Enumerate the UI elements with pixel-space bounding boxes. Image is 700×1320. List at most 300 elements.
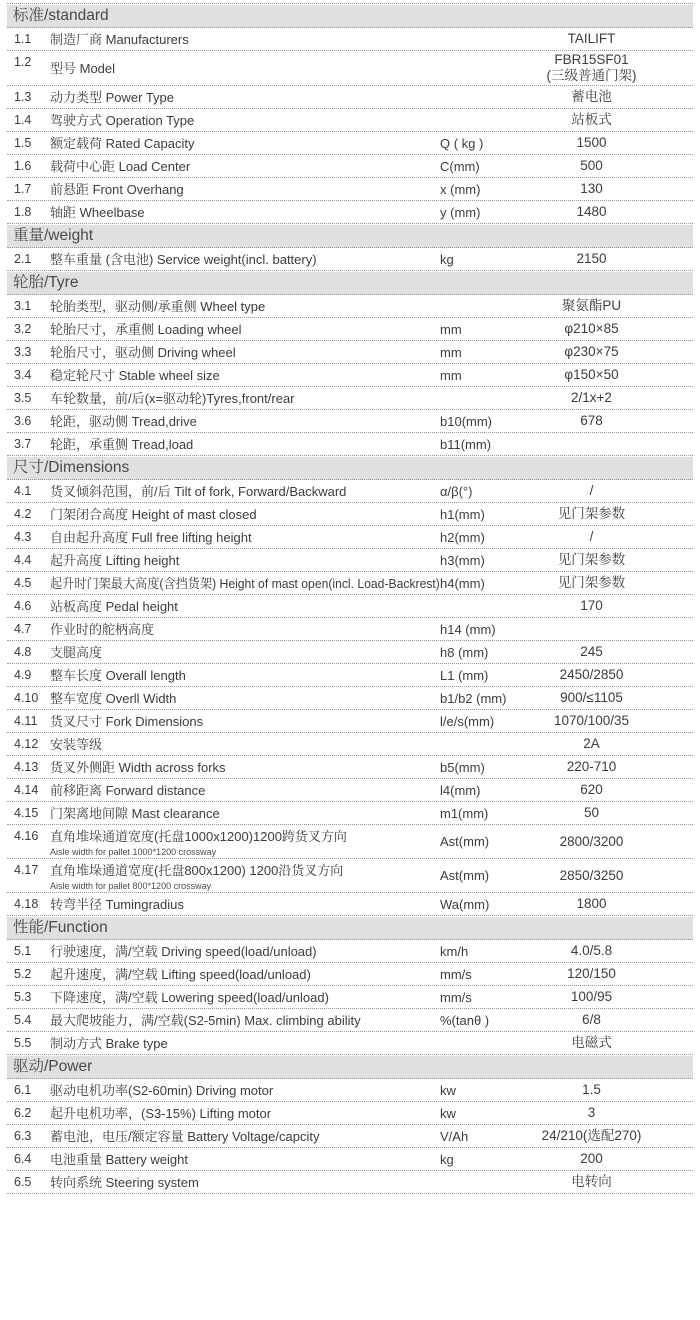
row-unit: mm/s <box>440 989 472 1005</box>
row-label-cell <box>50 1103 440 1123</box>
row-label: 直角堆垛通道宽度(托盘800x1200) 1200沿货叉方向 <box>50 863 344 878</box>
row-index: 4.16 <box>14 829 39 843</box>
row-value-line: 1070/100/35 <box>553 713 630 728</box>
row-index: 3.4 <box>14 368 32 382</box>
row-label: 制造厂商 Manufacturers <box>50 32 189 47</box>
row-unit: Wa(mm) <box>440 896 490 912</box>
row-value-line: 见门架参数 <box>557 506 626 521</box>
row-value-line: 1480 <box>576 204 607 219</box>
row-label-cell <box>50 481 440 501</box>
row-value <box>490 868 693 884</box>
row-label: 驾驶方式 Operation Type <box>50 113 195 128</box>
row-index: 4.14 <box>14 783 39 797</box>
row-value <box>490 298 693 314</box>
row-value <box>490 367 693 383</box>
row-index: 4.9 <box>14 668 32 682</box>
spec-row <box>7 986 693 1009</box>
row-value <box>490 598 693 614</box>
row-value <box>490 989 693 1005</box>
row-index: 1.4 <box>14 113 32 127</box>
row-label-cell <box>50 29 440 49</box>
row-label: 安装等级 <box>50 737 103 752</box>
row-unit: mm <box>440 344 462 360</box>
row-label: 门架闭合高度 Height of mast closed <box>50 507 257 522</box>
row-label-cell <box>50 434 440 454</box>
spec-row <box>7 526 693 549</box>
spec-row <box>7 1171 693 1194</box>
row-label: 门架离地间隙 Mast clearance <box>50 806 220 821</box>
row-unit: m1(mm) <box>440 805 489 821</box>
row-value-line: 24/210(选配270) <box>541 1128 642 1143</box>
spec-row <box>7 86 693 109</box>
row-label: 起升电机功率，(S3-15%) Lifting motor <box>50 1106 272 1121</box>
row-value-line: 1500 <box>576 135 607 150</box>
spec-row <box>7 618 693 641</box>
row-index: 1.5 <box>14 136 32 150</box>
row-label: 转弯半径 Tumingradius <box>50 897 184 912</box>
row-value-line: 2800/3200 <box>559 833 624 849</box>
spec-row <box>7 410 693 433</box>
row-index: 4.12 <box>14 737 39 751</box>
row-label: 轴距 Wheelbase <box>50 205 145 220</box>
row-unit: x (mm) <box>440 181 481 197</box>
row-label-cell <box>50 642 440 662</box>
row-index: 4.8 <box>14 645 32 659</box>
row-unit: y (mm) <box>440 204 481 220</box>
row-unit: Ast(mm) <box>440 834 490 849</box>
row-label-cell <box>50 388 440 408</box>
row-index: 3.5 <box>14 391 32 405</box>
spec-row <box>7 201 693 224</box>
row-label: 行驶速度，满/空载 Driving speed(load/unload) <box>50 944 317 959</box>
row-label: 稳定轮尺寸 Stable wheel size <box>50 368 220 383</box>
row-index: 4.10 <box>14 691 39 705</box>
spec-row <box>7 364 693 387</box>
row-label: 转向系统 Steering system <box>50 1175 199 1190</box>
row-label: 型号 Model <box>50 61 116 76</box>
row-label: 前移距离 Forward distance <box>50 783 206 798</box>
row-label-cell <box>50 133 440 153</box>
row-value-line: TAILIFT <box>567 31 616 46</box>
row-label-cell <box>50 734 440 754</box>
spec-row <box>7 132 693 155</box>
row-label-cell <box>50 987 440 1007</box>
row-unit: b11(mm) <box>440 436 492 452</box>
spec-row <box>7 859 693 893</box>
row-value-line: 100/95 <box>570 989 613 1004</box>
spec-row <box>7 1148 693 1171</box>
row-value-line: / <box>589 529 594 544</box>
row-unit: l4(mm) <box>440 782 481 798</box>
row-value-line: 电磁式 <box>571 1035 612 1050</box>
spec-row <box>7 733 693 756</box>
row-index: 1.6 <box>14 159 32 173</box>
row-label: 下降速度，满/空载 Lowering speed(load/unload) <box>50 990 329 1005</box>
row-value <box>490 966 693 982</box>
row-unit: km/h <box>440 943 469 959</box>
row-index: 5.1 <box>14 944 32 958</box>
row-index: 3.1 <box>14 299 32 313</box>
spec-row <box>7 710 693 733</box>
row-value-line: 500 <box>580 158 603 173</box>
spec-row <box>7 387 693 410</box>
row-label-cell <box>50 110 440 130</box>
row-label-cell <box>50 319 440 339</box>
row-index: 5.4 <box>14 1013 32 1027</box>
row-label: 轮距，驱动侧 Tread,drive <box>50 414 197 429</box>
row-value-line: 1800 <box>576 896 607 911</box>
spec-row <box>7 893 693 916</box>
row-unit: l/e/s(mm) <box>440 713 495 729</box>
spec-row <box>7 687 693 710</box>
row-value <box>490 112 693 128</box>
row-label: 整车重量 (含电池) Service weight(incl. battery) <box>50 252 317 267</box>
row-index: 1.8 <box>14 205 32 219</box>
row-value <box>490 736 693 752</box>
row-value-line: 620 <box>580 782 603 797</box>
row-value-line: 站板式 <box>571 112 612 127</box>
row-value <box>490 1105 693 1121</box>
row-value-line: 2A <box>583 736 600 751</box>
row-label-cell <box>50 1149 440 1169</box>
section-header: 重量/weight <box>7 225 693 248</box>
row-label: 电池重量 Battery weight <box>50 1152 188 1167</box>
row-value <box>490 713 693 729</box>
row-label: 蓄电池，电压/额定容量 Battery Voltage/capcity <box>50 1129 320 1144</box>
row-value <box>490 251 693 267</box>
row-value <box>490 896 693 912</box>
row-unit: mm <box>440 367 462 383</box>
row-value-line: 900/≤1105 <box>560 690 623 705</box>
row-index: 4.17 <box>14 863 39 877</box>
row-value-line: 170 <box>580 598 603 613</box>
row-value-line: 245 <box>580 644 603 659</box>
row-value-line: 聚氨酯PU <box>561 298 622 313</box>
row-label-cell <box>50 894 440 914</box>
row-label: 轮胎尺寸，承重侧 Loading wheel <box>50 322 242 337</box>
row-label-cell <box>50 179 440 199</box>
spec-row <box>7 756 693 779</box>
spec-row <box>7 595 693 618</box>
row-index: 1.3 <box>14 90 32 104</box>
row-label: 货叉倾斜范围，前/后 Tilt of fork, Forward/Backward <box>50 484 347 499</box>
spec-row <box>7 433 693 456</box>
row-label-cell <box>50 1010 440 1030</box>
row-label: 起升速度，满/空载 Lifting speed(load/unload) <box>50 967 311 982</box>
row-value <box>490 1174 693 1190</box>
section-header: 标准/standard <box>7 5 693 28</box>
row-index: 3.2 <box>14 322 32 336</box>
row-value <box>490 135 693 151</box>
row-label-cell <box>50 757 440 777</box>
row-value-line: 678 <box>580 413 603 428</box>
row-index: 1.1 <box>14 32 32 46</box>
row-label: 载荷中心距 Load Center <box>50 159 191 174</box>
row-label: 货叉尺寸 Fork Dimensions <box>50 714 204 729</box>
spec-row <box>7 295 693 318</box>
row-index: 4.1 <box>14 484 32 498</box>
row-index: 4.18 <box>14 897 39 911</box>
spec-row <box>7 1079 693 1102</box>
spec-row <box>7 503 693 526</box>
row-unit: kg <box>440 1151 454 1167</box>
spec-row <box>7 341 693 364</box>
row-value-line: 4.0/5.8 <box>570 943 613 958</box>
row-label-cell <box>50 504 440 524</box>
row-label: 最大爬坡能力，满/空载(S2-5min) Max. climbing ability <box>50 1013 361 1028</box>
row-value-line: φ210×85 <box>564 321 619 336</box>
row-sublabel: Aisle width for pallet 800*1200 crossway <box>50 881 212 891</box>
row-value-line: 130 <box>580 181 603 196</box>
spec-row <box>7 940 693 963</box>
row-unit: V/Ah <box>440 1128 469 1144</box>
row-label: 车轮数量，前/后(x=驱动轮)Tyres,front/rear <box>50 391 295 406</box>
row-label-cell <box>50 156 440 176</box>
spec-row <box>7 549 693 572</box>
row-label-cell <box>50 860 440 891</box>
row-label-cell <box>50 665 440 685</box>
row-label: 货叉外侧距 Width across forks <box>50 760 226 775</box>
row-value-line: / <box>589 483 594 498</box>
row-value <box>490 1012 693 1028</box>
row-label: 自由起升高度 Full free lifting height <box>50 530 252 545</box>
row-value <box>490 321 693 337</box>
row-unit: kw <box>440 1082 456 1098</box>
spec-row <box>7 1102 693 1125</box>
row-value-line: 2450/2850 <box>559 667 624 682</box>
row-unit: h14 (mm) <box>440 621 496 637</box>
spec-row <box>7 779 693 802</box>
row-unit: h4(mm) <box>440 575 485 591</box>
row-label-cell <box>50 202 440 222</box>
row-index: 4.7 <box>14 622 32 636</box>
row-label-cell <box>50 550 440 570</box>
row-index: 5.3 <box>14 990 32 1004</box>
row-label-cell <box>50 249 440 269</box>
row-label-cell <box>50 780 440 800</box>
row-value <box>490 483 693 499</box>
row-index: 6.5 <box>14 1175 32 1189</box>
row-unit: h3(mm) <box>440 552 485 568</box>
spec-table <box>7 3 693 1194</box>
row-sublabel: Aisle width for pallet 1000*1200 crossway <box>50 847 217 857</box>
row-value <box>490 344 693 360</box>
row-value-line: 见门架参数 <box>557 575 626 590</box>
row-label-cell <box>50 688 440 708</box>
row-value <box>490 943 693 959</box>
row-value <box>490 805 693 821</box>
row-label: 驱动电机功率(S2-60min) Driving motor <box>50 1083 274 1098</box>
row-label-cell <box>50 296 440 316</box>
row-index: 4.2 <box>14 507 32 521</box>
row-value <box>490 181 693 197</box>
row-unit: h1(mm) <box>440 506 485 522</box>
row-label: 站板高度 Pedal height <box>50 599 178 614</box>
row-label-cell <box>50 596 440 616</box>
row-unit: Ast(mm) <box>440 868 490 883</box>
row-index: 1.7 <box>14 182 32 196</box>
row-value <box>490 1151 693 1167</box>
spec-row <box>7 248 693 271</box>
row-label: 轮胎类型，驱动侧/承重侧 Wheel type <box>50 299 266 314</box>
row-index: 4.4 <box>14 553 32 567</box>
row-value-line: 50 <box>583 805 600 820</box>
row-label-cell <box>50 58 440 78</box>
spec-row <box>7 802 693 825</box>
row-label: 前悬距 Front Overhang <box>50 182 184 197</box>
row-value <box>490 529 693 545</box>
row-value-line: 蓄电池 <box>571 89 612 104</box>
row-index: 2.1 <box>14 252 32 266</box>
spec-row <box>7 963 693 986</box>
spec-row <box>7 1009 693 1032</box>
row-value <box>490 89 693 105</box>
row-label: 轮距，承重侧 Tread,load <box>50 437 194 452</box>
row-label: 动力类型 Power Type <box>50 90 175 105</box>
row-label-cell <box>50 941 440 961</box>
row-unit: mm/s <box>440 966 472 982</box>
row-label: 直角堆垛通道宽度(托盘1000x1200)1200跨货叉方向 <box>50 829 347 844</box>
row-value <box>490 390 693 406</box>
row-label-cell <box>50 342 440 362</box>
row-label: 整车宽度 Overll Width <box>50 691 177 706</box>
row-value <box>490 1082 693 1098</box>
row-value-line: φ230×75 <box>564 344 619 359</box>
row-unit: %(tanθ ) <box>440 1012 490 1028</box>
row-value-line: 2850/3250 <box>559 867 624 883</box>
row-unit: Q ( kg ) <box>440 135 484 151</box>
row-value-line: 120/150 <box>567 966 616 981</box>
row-label-cell <box>50 1033 440 1053</box>
row-value-line: 见门架参数 <box>557 552 626 567</box>
row-index: 6.2 <box>14 1106 32 1120</box>
row-value-line: FBR15SF01 <box>554 52 629 67</box>
row-value <box>490 644 693 660</box>
row-unit: kw <box>440 1105 456 1121</box>
row-value <box>490 834 693 850</box>
section-header: 轮胎/Tyre <box>7 272 693 295</box>
spec-row <box>7 155 693 178</box>
row-label: 轮胎尺寸，驱动侧 Driving wheel <box>50 345 236 360</box>
row-label: 额定载荷 Rated Capacity <box>50 136 195 151</box>
row-value <box>490 506 693 522</box>
row-label-cell <box>50 1080 440 1100</box>
row-label: 制动方式 Brake type <box>50 1036 168 1051</box>
row-value-line: 2/1x+2 <box>571 390 612 405</box>
spec-row <box>7 641 693 664</box>
row-value <box>490 690 693 706</box>
spec-row <box>7 1125 693 1148</box>
row-label-cell <box>50 803 440 823</box>
row-unit: α/β(°) <box>440 483 473 499</box>
spec-row <box>7 318 693 341</box>
row-index: 6.3 <box>14 1129 32 1143</box>
row-label-cell <box>50 365 440 385</box>
row-value <box>490 575 693 591</box>
row-index: 5.5 <box>14 1036 32 1050</box>
row-unit: C(mm) <box>440 158 480 174</box>
row-index: 5.2 <box>14 967 32 981</box>
row-index: 3.3 <box>14 345 32 359</box>
row-unit: b1/b2 (mm) <box>440 690 507 706</box>
row-index: 4.5 <box>14 576 32 590</box>
row-value-line: 220-710 <box>566 759 617 774</box>
row-index: 6.1 <box>14 1083 32 1097</box>
spec-row <box>7 28 693 51</box>
row-value <box>490 552 693 568</box>
row-unit: b10(mm) <box>440 413 493 429</box>
spec-row <box>7 480 693 503</box>
row-value <box>490 31 693 47</box>
section-header: 性能/Function <box>7 917 693 940</box>
row-unit: kg <box>440 251 454 267</box>
row-label-cell <box>50 1126 440 1146</box>
row-value-line: 电转向 <box>571 1174 612 1189</box>
row-value-line: 6/8 <box>582 1012 601 1027</box>
row-label-cell <box>50 619 440 639</box>
row-index: 1.2 <box>14 55 32 69</box>
row-value <box>490 667 693 683</box>
spec-row <box>7 51 693 86</box>
row-label-cell <box>50 1172 440 1192</box>
row-label: 起升高度 Lifting height <box>50 553 180 568</box>
row-value-line: 2150 <box>576 251 607 266</box>
spec-row <box>7 825 693 859</box>
row-unit: mm <box>440 321 462 337</box>
row-label-cell <box>50 87 440 107</box>
row-value <box>490 52 693 84</box>
row-value-line2: (三级普通门架) <box>546 68 637 83</box>
row-value <box>490 204 693 220</box>
spec-row <box>7 1032 693 1055</box>
row-unit: b5(mm) <box>440 759 485 775</box>
row-label: 整车长度 Overall length <box>50 668 186 683</box>
row-index: 3.6 <box>14 414 32 428</box>
row-label-cell <box>50 826 440 857</box>
row-index: 4.11 <box>14 714 38 728</box>
spec-row <box>7 178 693 201</box>
row-label: 作业时的舵柄高度 <box>50 622 155 637</box>
row-value <box>490 1035 693 1051</box>
row-value-line: 200 <box>580 1151 603 1166</box>
row-value-line: φ150×50 <box>564 367 619 382</box>
row-index: 4.15 <box>14 806 39 820</box>
row-value <box>490 413 693 429</box>
spec-row <box>7 664 693 687</box>
row-value <box>490 782 693 798</box>
row-label-cell <box>50 711 440 731</box>
row-index: 4.6 <box>14 599 32 613</box>
row-index: 3.7 <box>14 437 32 451</box>
row-label-cell <box>50 411 440 431</box>
row-value-line: 1.5 <box>582 1082 601 1097</box>
spec-row <box>7 109 693 132</box>
row-index: 4.13 <box>14 760 39 774</box>
row-unit: h8 (mm) <box>440 644 489 660</box>
spec-row <box>7 572 693 595</box>
row-label: 起升时门架最大高度(含挡货架) Height of mast open(incl. Load-Backrest) <box>50 576 440 591</box>
row-unit: h2(mm) <box>440 529 485 545</box>
section-header: 驱动/Power <box>7 1056 693 1079</box>
row-label-cell <box>50 964 440 984</box>
row-value <box>490 759 693 775</box>
row-value <box>490 158 693 174</box>
row-label-cell <box>50 527 440 547</box>
row-label: 支腿高度 <box>50 645 103 660</box>
row-value <box>490 1128 693 1144</box>
row-index: 6.4 <box>14 1152 32 1166</box>
row-unit: L1 (mm) <box>440 667 489 683</box>
